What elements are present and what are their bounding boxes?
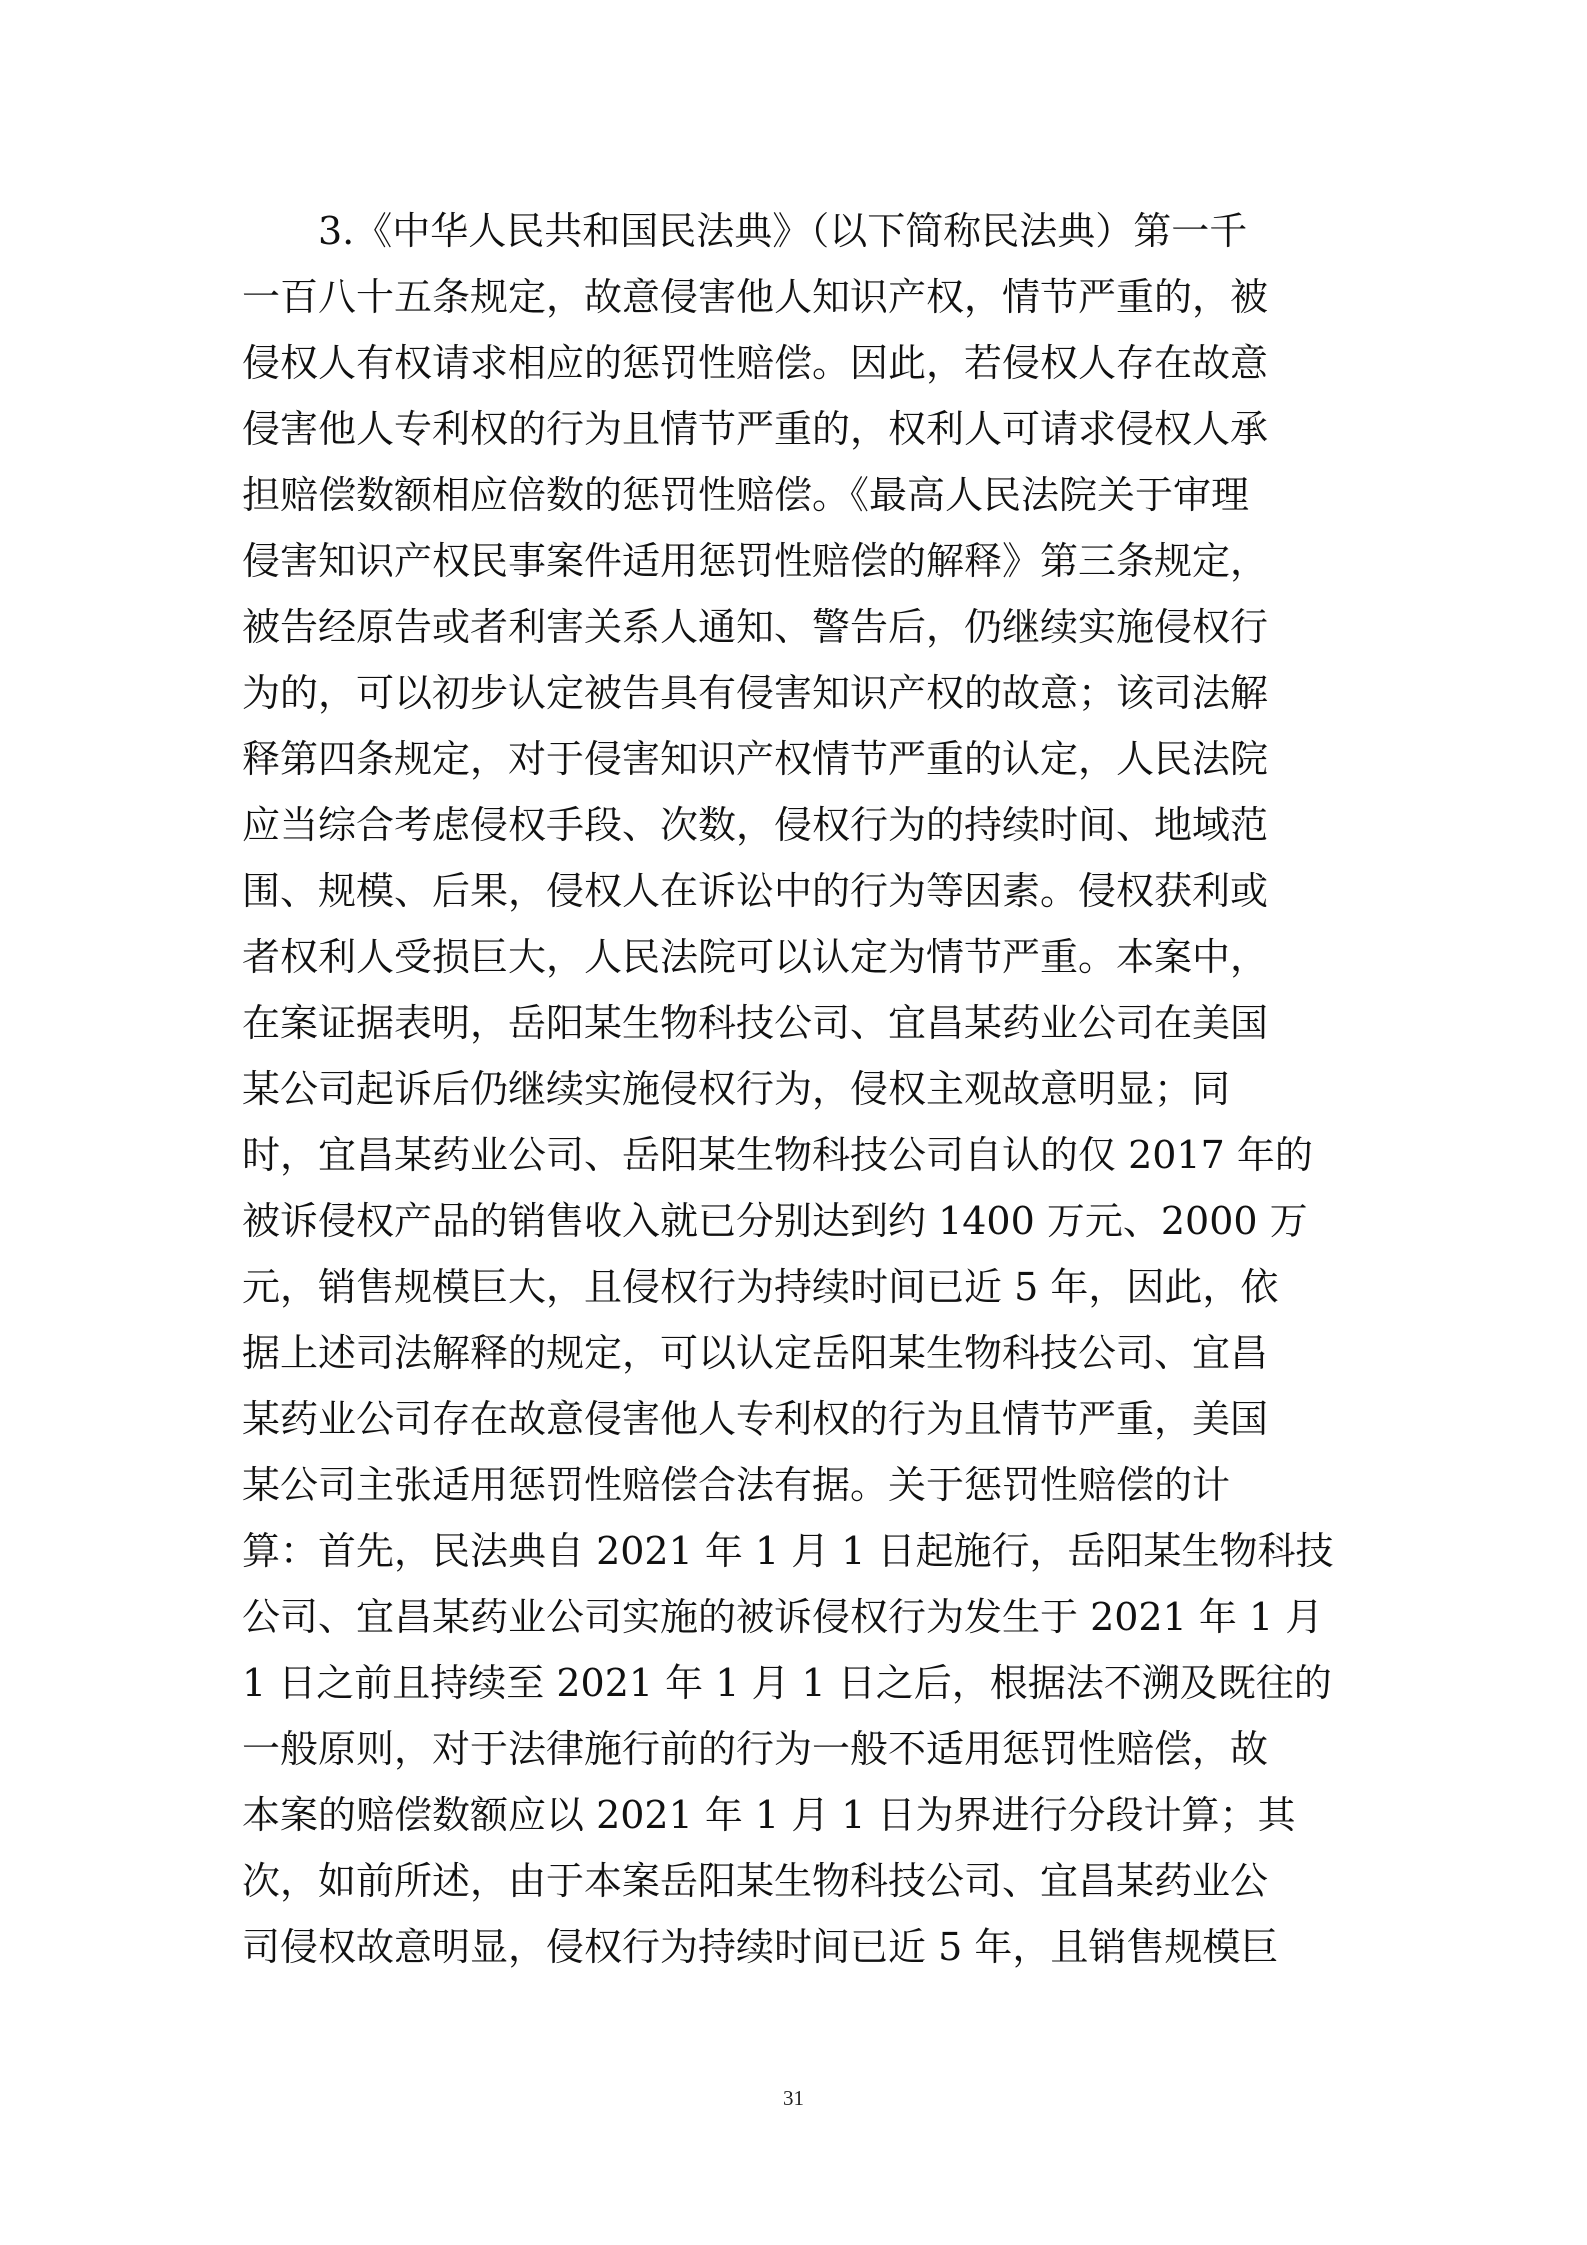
text-line: 某公司主张适用惩罚性赔偿合法有据。关于惩罚性赔偿的计 — [242, 1463, 1231, 1507]
text-line: 者权利人受损巨大，人民法院可以认定为情节严重。本案中， — [242, 935, 1269, 979]
text-line: 据上述司法解释的规定，可以认定岳阳某生物科技公司、宜昌 — [242, 1331, 1269, 1375]
text-line: 侵权人有权请求相应的惩罚性赔偿。因此，若侵权人存在故意 — [242, 341, 1269, 385]
text-line: 为的，可以初步认定被告具有侵害知识产权的故意；该司法解 — [242, 671, 1269, 715]
text-line: 侵害知识产权民事案件适用惩罚性赔偿的解释》第三条规定， — [242, 539, 1269, 583]
text-line: 围、规模、后果，侵权人在诉讼中的行为等因素。侵权获利或 — [242, 869, 1269, 913]
text-line: 3.《中华人民共和国民法典》（以下简称民法典）第一千 — [242, 209, 1248, 253]
text-line: 在案证据表明，岳阳某生物科技公司、宜昌某药业公司在美国 — [242, 1001, 1269, 1045]
text-line: 某药业公司存在故意侵害他人专利权的行为且情节严重，美国 — [242, 1397, 1269, 1441]
text-line: 释第四条规定，对于侵害知识产权情节严重的认定，人民法院 — [242, 737, 1269, 781]
text-line: 次，如前所述，由于本案岳阳某生物科技公司、宜昌某药业公 — [242, 1859, 1269, 1903]
text-line: 1 日之前且持续至 2021 年 1 月 1 日之后，根据法不溯及既往的 — [242, 1661, 1332, 1705]
text-line: 某公司起诉后仍继续实施侵权行为，侵权主观故意明显；同 — [242, 1067, 1231, 1111]
text-line: 元，销售规模巨大，且侵权行为持续时间已近 5 年，因此，依 — [242, 1265, 1279, 1309]
text-line: 本案的赔偿数额应以 2021 年 1 月 1 日为界进行分段计算；其 — [242, 1793, 1296, 1837]
page-number: 31 — [783, 2086, 804, 2110]
text-line: 司侵权故意明显，侵权行为持续时间已近 5 年，且销售规模巨 — [242, 1925, 1279, 1969]
text-line: 担赔偿数额相应倍数的惩罚性赔偿。《最高人民法院关于审理 — [242, 473, 1250, 517]
text-line: 时，宜昌某药业公司、岳阳某生物科技公司自认的仅 2017 年的 — [242, 1133, 1313, 1177]
text-line: 公司、宜昌某药业公司实施的被诉侵权行为发生于 2021 年 1 月 — [242, 1595, 1324, 1639]
text-line: 一般原则，对于法律施行前的行为一般不适用惩罚性赔偿，故 — [242, 1727, 1269, 1771]
text-line: 侵害他人专利权的行为且情节严重的，权利人可请求侵权人承 — [242, 407, 1269, 451]
text-line: 算：首先，民法典自 2021 年 1 月 1 日起施行，岳阳某生物科技 — [242, 1529, 1334, 1573]
text-line: 被诉侵权产品的销售收入就已分别达到约 1400 万元、2000 万 — [242, 1199, 1308, 1243]
text-line: 被告经原告或者利害关系人通知、警告后，仍继续实施侵权行 — [242, 605, 1269, 649]
text-line: 一百八十五条规定，故意侵害他人知识产权，情节严重的，被 — [242, 275, 1269, 319]
text-line: 应当综合考虑侵权手段、次数，侵权行为的持续时间、地域范 — [242, 803, 1269, 847]
body-paragraph — [242, 198, 1352, 1980]
